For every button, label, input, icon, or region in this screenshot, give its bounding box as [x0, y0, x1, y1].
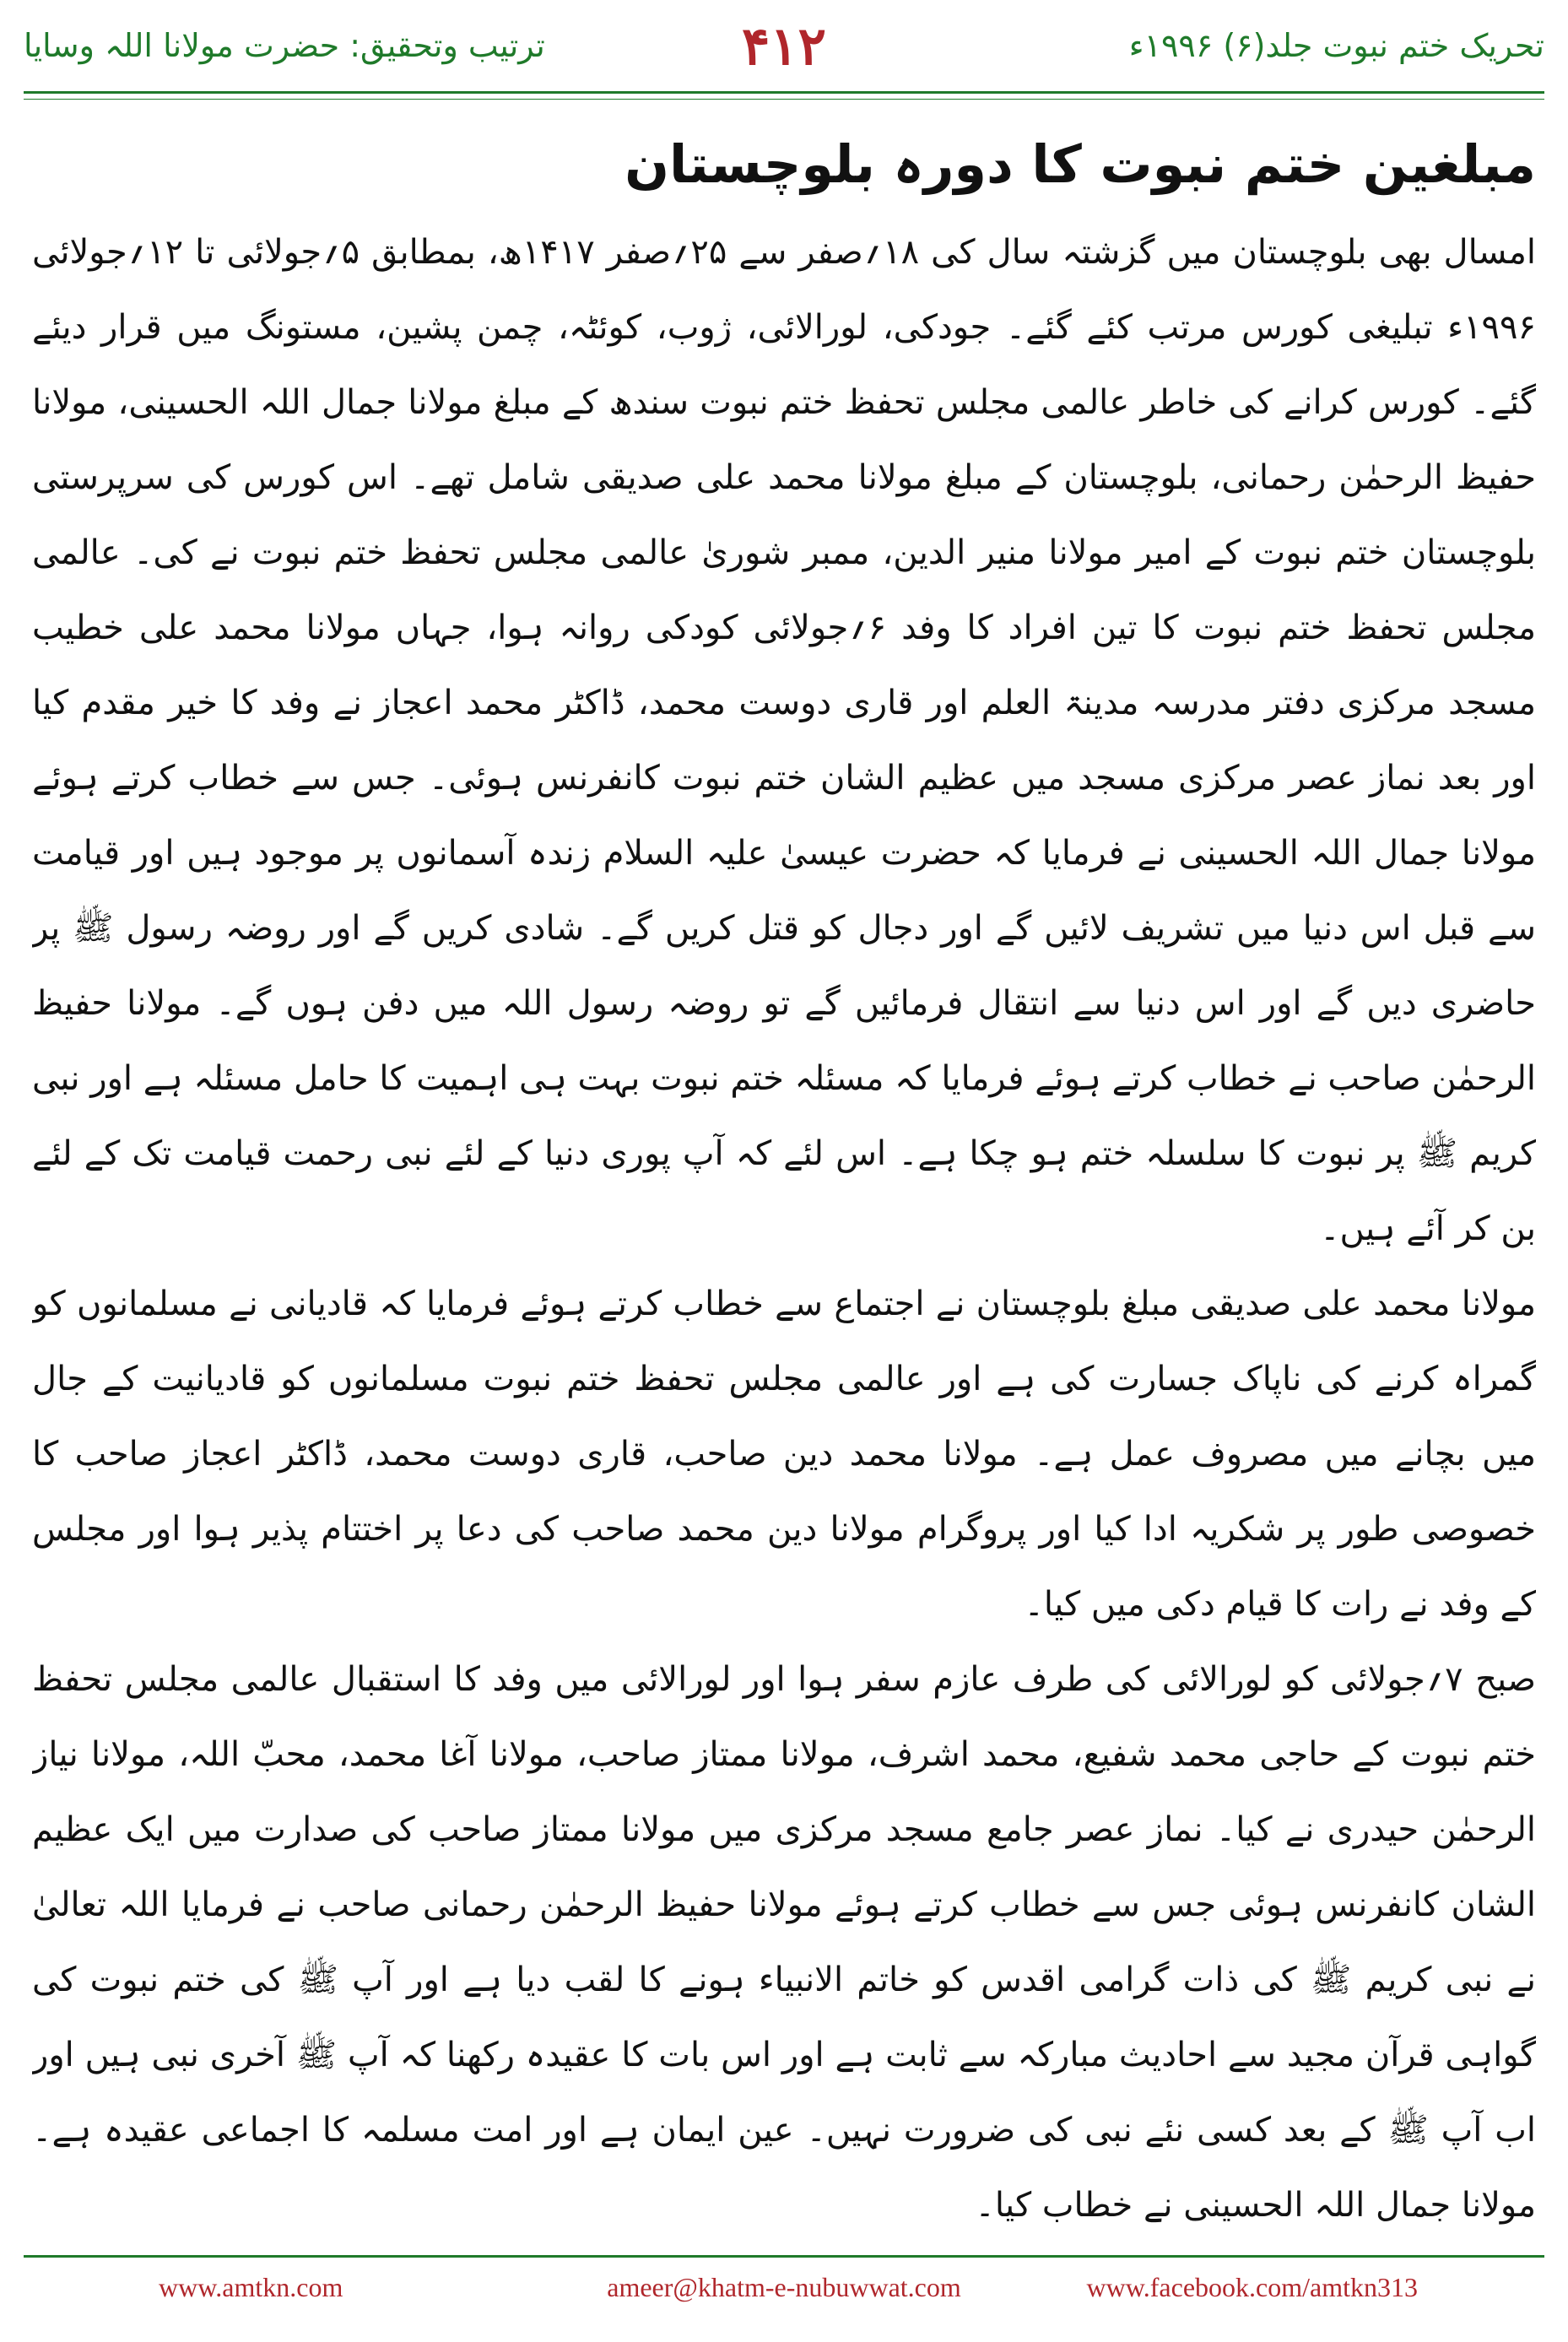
footer-website-link[interactable]: www.amtkn.com [159, 2272, 343, 2302]
paragraph: صبح ۷؍جولائی کو لورالائی کی طرف عازم سفر ہوا اور لورالائی میں وفد کا استقبال عالمی مجلس تحفظ ختم نبوت کے حاجی محمد شفیع، محمد اشرف، مولانا ممتاز صاحب، مولانا آغا محمد، محبّ اللہ، مولانا نیاز الرحمٰن حیدری نے کیا۔ نماز عصر جامع مسجد مرکزی میں مولانا ممتاز صاحب کی صدارت میں ایک عظیم الشان کانفرنس ہوئی جس سے خطاب کرتے ہوئے مولانا حفیظ الرحمٰن رحمانی صاحب نے فرمایا اللہ تعالیٰ نے نبی کریم ﷺ کی ذات گرامی اقدس کو خاتم الانبیاء ہونے کا لقب دیا ہے اور آپ ﷺ کی ختم نبوت کی گواہی قرآن مجید سے احادیث مبارکہ سے ثابت ہے اور اس بات کا عقیدہ رکھنا کہ آپ ﷺ آخری نبی ہیں اور اب آپ ﷺ کے بعد کسی نئے نبی کی ضرورت نہیں۔ عین ایمان ہے اور امت مسلمہ کا اجماعی عقیدہ ہے۔ مولانا جمال اللہ الحسینی نے خطاب کیا۔ [32, 1660, 1536, 2225]
page-number: ۴۱۲ [742, 15, 826, 77]
footer-email-link[interactable]: ameer@khatm-e-nubuwwat.com [607, 2272, 961, 2302]
paragraph: مولانا محمد علی صدیقی مبلغ بلوچستان نے اجتماع سے خطاب کرتے ہوئے فرمایا کہ قادیانی نے مسلمانوں کو گمراہ کرنے کی ناپاک جسارت کی ہے اور عالمی مجلس تحفظ ختم نبوت مسلمانوں کو قادیانیت کے جال میں بچانے میں مصروف عمل ہے۔ مولانا محمد دین صاحب، قاری دوست محمد، ڈاکٹر اعجاز صاحب کا خصوصی طور پر شکریہ ادا کیا اور پروگرام مولانا دین محمد صاحب کی دعا پر اختتام پذیر ہوا اور مجلس کے وفد نے رات کا قیام دکی میں کیا۔ [32, 1285, 1536, 1624]
header-compiler: ترتیب وتحقیق: حضرت مولانا اللہ وسایا [24, 27, 545, 64]
footer-divider [24, 2255, 1544, 2261]
header-book-title: تحریک ختم نبوت جلد(۶) ۱۹۹۶ء [1128, 27, 1544, 64]
footer-facebook-link[interactable]: www.facebook.com/amtkn313 [1086, 2272, 1418, 2302]
page-footer [24, 2265, 1544, 2316]
article-title: مبلغین ختم نبوت کا دورہ بلوچستان [624, 133, 1536, 195]
article-body [32, 118, 1536, 2237]
paragraph: امسال بھی بلوچستان میں گزشتہ سال کی ۱۸؍صفر سے ۲۵؍صفر ۱۴۱۷ھ، بمطابق ۵؍جولائی تا ۱۲؍جولائی ۱۹۹۶ء تبلیغی کورس مرتب کئے گئے۔ جودکی، لورالائی، ژوب، کوئٹہ، چمن پشین، مستونگ میں قرار دیئے گئے۔ کورس کرانے کی خاطر عالمی مجلس تحفظ ختم نبوت سندھ کے مبلغ مولانا جمال اللہ الحسینی، مولانا حفیظ الرحمٰن رحمانی، بلوچستان کے مبلغ مولانا محمد علی صدیقی شامل تھے۔ اس کورس کی سرپرستی بلوچستان ختم نبوت کے امیر مولانا منیر الدین، ممبر شوریٰ عالمی مجلس تحفظ ختم نبوت نے کی۔ عالمی مجلس تحفظ ختم نبوت کا تین افراد کا وفد ۶؍جولائی کودکی روانہ ہوا، جہاں مولانا محمد علی خطیب مسجد مرکزی دفتر مدرسہ مدینۃ العلم اور قاری دوست محمد، ڈاکٹر محمد اعجاز نے وفد کا خیر مقدم کیا اور بعد نماز عصر مرکزی مسجد میں عظیم الشان ختم نبوت کانفرنس ہوئی۔ جس سے خطاب کرتے ہوئے مولانا جمال اللہ الحسینی نے فرمایا کہ حضرت عیسیٰ علیہ السلام زندہ آسمانوں پر موجود ہیں اور قیامت سے قبل اس دنیا میں تشریف لائیں گے اور دجال کو قتل کریں گے۔ شادی کریں گے اور روضہ رسول ﷺ پر حاضری دیں گے اور اس دنیا سے انتقال فرمائیں گے تو روضہ رسول اللہ میں دفن ہوں گے۔ مولانا حفیظ الرحمٰن صاحب نے خطاب کرتے ہوئے فرمایا کہ مسئلہ ختم نبوت بہت ہی اہمیت کا حامل مسئلہ ہے اور نبی کریم ﷺ پر نبوت کا سلسلہ ختم ہو چکا ہے۔ اس لئے کہ آپ پوری دنیا کے لئے نبی رحمت قیامت تک کے لئے بن کر آئے ہیں۔ [32, 233, 1536, 1248]
header-divider [24, 91, 1544, 100]
page-header [24, 15, 1544, 93]
